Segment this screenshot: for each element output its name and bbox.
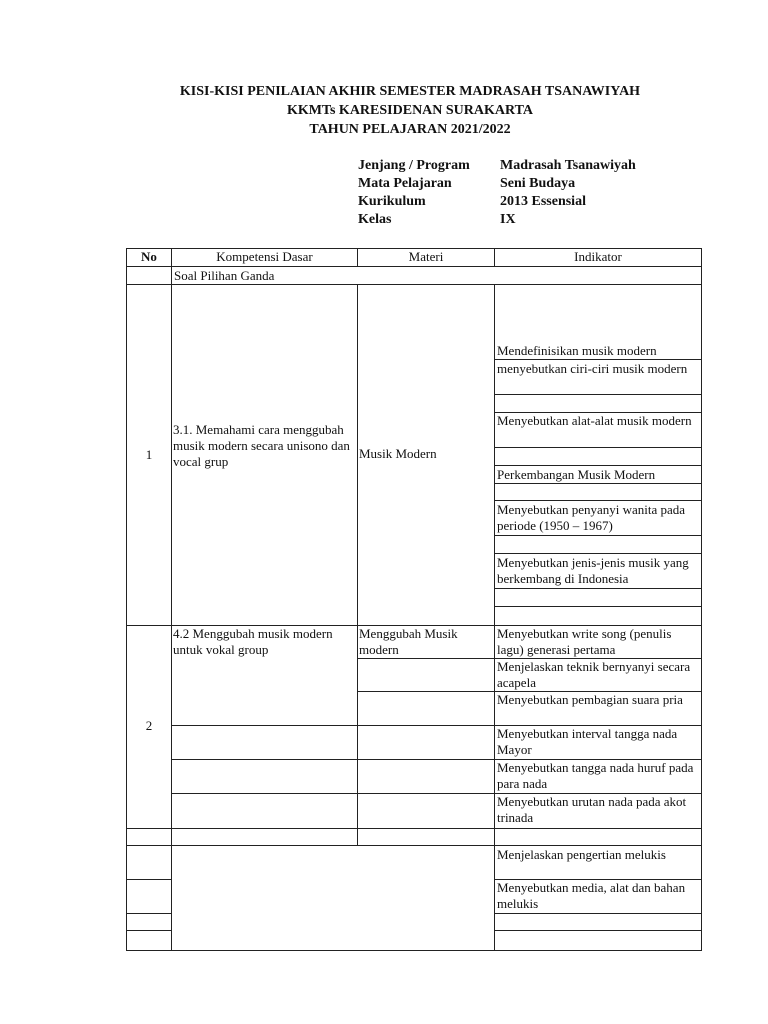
group2-no: 2 <box>145 718 153 733</box>
g3-divider <box>494 845 495 951</box>
section-title: Soal Pilihan Ganda <box>174 268 275 283</box>
indikator-line <box>494 394 702 395</box>
group1-materi: Musik Modern <box>359 446 437 461</box>
group2-indikator-3: Menyebutkan pembagian suara pria <box>497 692 683 707</box>
g3-ind-line <box>494 913 702 914</box>
indikator-line <box>494 465 702 466</box>
group1-indikator-2: menyebutkan ciri-ciri musik modern <box>497 361 688 376</box>
group2-indikator-4: Menyebutkan interval tangga nada Mayor <box>497 726 678 757</box>
section-divider <box>171 266 172 284</box>
indikator-line <box>494 500 702 501</box>
header-kompetensi-dasar: Kompetensi Dasar <box>216 249 313 264</box>
sep-divider <box>357 828 358 845</box>
group1-indikator-1: Mendefinisikan musik modern <box>497 343 657 358</box>
indikator-line <box>494 535 702 536</box>
group2-indikator-6: Menyebutkan urutan nada pada akot trinada <box>497 794 687 825</box>
g3-no-line <box>126 913 171 914</box>
g2-divider <box>494 625 495 828</box>
indikator-line <box>494 553 702 554</box>
g3-no-line <box>126 879 171 880</box>
group3-indikator-2: Menyebutkan media, alat dan bahan melukis <box>497 880 686 911</box>
academic-year: TAHUN PELAJARAN 2021/2022 <box>309 122 511 137</box>
g3-ind-line <box>494 930 702 931</box>
indikator-line <box>494 483 702 484</box>
meta-value-kelas: IX <box>500 212 516 227</box>
group1-kompetensi-dasar: 3.1. Memahami cara menggubah musik modern secara unisono dan vocal grup <box>173 422 350 469</box>
document-title: KISI-KISI PENILAIAN AKHIR SEMESTER MADRASAH TSANAWIYAH <box>179 84 641 99</box>
meta-label-kurikulum: Kurikulum <box>358 194 426 209</box>
indikator-line <box>494 606 702 607</box>
indikator-line <box>494 359 702 360</box>
sep-divider <box>171 828 172 845</box>
sep-divider <box>494 828 495 845</box>
indikator-line <box>494 447 702 448</box>
header-materi: Materi <box>408 249 444 264</box>
group1-indikator-3: Menyebutkan alat-alat musik modern <box>497 413 692 428</box>
group1-no: 1 <box>145 447 153 462</box>
group3-indikator-1: Menjelaskan pengertian melukis <box>497 847 666 862</box>
document-subtitle: KKMTs KARESIDENAN SURAKARTA <box>286 103 534 118</box>
g2-divider <box>357 625 358 828</box>
group1-indikator-6: Menyebutkan jenis-jenis musik yang berkembang di Indonesia <box>497 555 689 586</box>
indikator-line <box>494 588 702 589</box>
g3-divider <box>171 845 172 951</box>
group1-indikator-4: Perkembangan Musik Modern <box>497 467 656 482</box>
group2-indikator-2: Menjelaskan teknik bernyanyi secara acapela <box>497 659 691 690</box>
meta-label-jenjang: Jenjang / Program <box>358 158 470 173</box>
group1-indikator-5: Menyebutkan penyanyi wanita pada periode (1950 – 1967) <box>497 502 686 533</box>
group2-kompetensi-dasar: 4.2 Menggubah musik modern untuk vokal group <box>173 626 333 657</box>
group3-top <box>126 828 702 829</box>
meta-label-kelas: Kelas <box>358 212 392 227</box>
meta-value-mapel: Seni Budaya <box>500 176 576 191</box>
group2-materi: Menggubah Musik modern <box>359 626 458 657</box>
separator-row-bottom <box>126 845 702 846</box>
g1-divider <box>171 284 172 625</box>
section-row-bottom <box>126 284 702 285</box>
group2-indikator-5: Menyebutkan tangga nada huruf pada para nada <box>497 760 694 791</box>
table-border-bottom <box>126 950 702 951</box>
meta-value-jenjang: Madrasah Tsanawiyah <box>500 158 636 173</box>
g2-divider <box>171 625 172 828</box>
g1-divider <box>494 284 495 625</box>
g3-no-line <box>126 930 171 931</box>
meta-value-kurikulum: 2013 Essensial <box>500 194 586 209</box>
meta-label-mapel: Mata Pelajaran <box>358 176 452 191</box>
header-no: No <box>141 249 157 264</box>
header-row-bottom <box>126 266 702 267</box>
header-indikator: Indikator <box>574 249 622 264</box>
g1-divider <box>357 284 358 625</box>
group2-indikator-1: Menyebutkan write song (penulis lagu) generasi pertama <box>497 626 672 657</box>
